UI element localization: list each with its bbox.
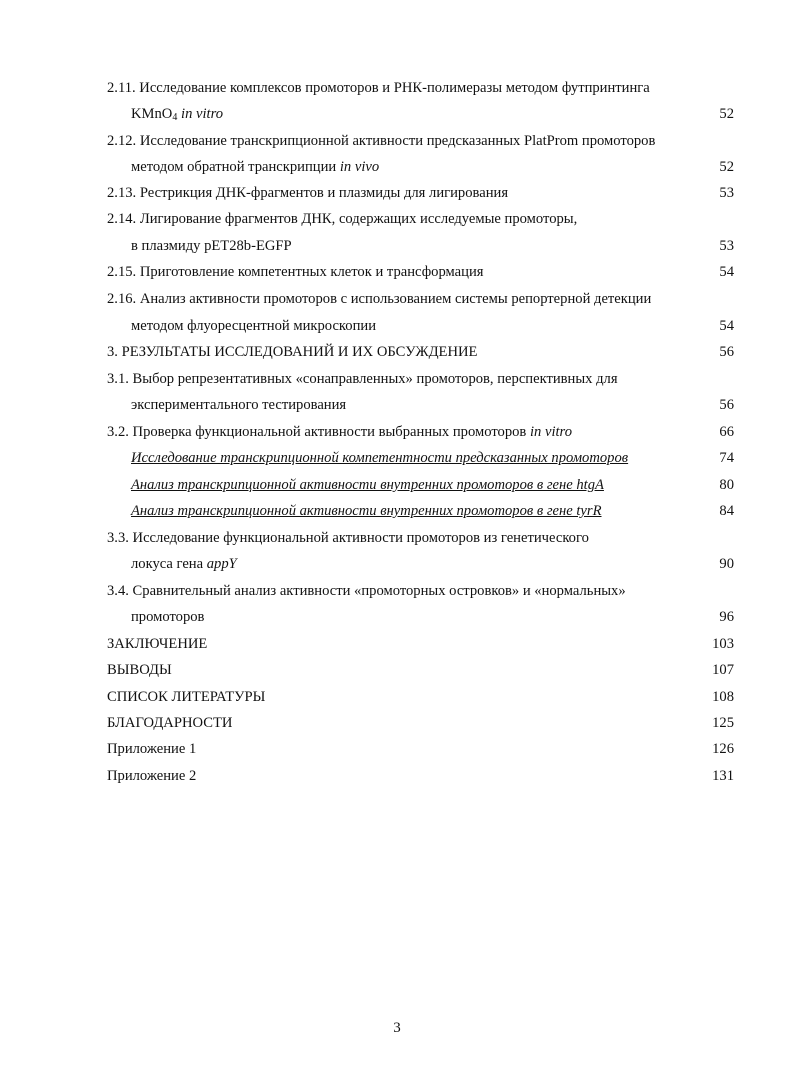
toc-entry-2-11-cont [131, 106, 223, 123]
toc-page-number: 125 [712, 715, 734, 731]
toc-entry-2-16-cont: методом флуоресцентной микроскопии [131, 318, 377, 334]
toc-entry-acknowledgements: БЛАГОДАРНОСТИ [107, 715, 233, 731]
toc-entry-conclusion: ЗАКЛЮЧЕНИЕ [107, 636, 208, 652]
toc-page-number: 52 [719, 159, 734, 175]
toc-page-number: 54 [719, 264, 734, 280]
toc-italic: in vitro [181, 106, 224, 122]
toc-entry-2-16: 2.16. Анализ активности промоторов с использованием системы репортерной детекции [107, 291, 652, 307]
toc-page-number: 66 [719, 424, 734, 440]
toc-entry-3-1-cont: экспериментального тестирования [131, 397, 347, 413]
toc-page-number: 53 [719, 185, 734, 201]
toc-page-number: 108 [712, 689, 734, 705]
toc-page-number: 74 [719, 450, 734, 466]
toc-text: 3.2. Проверка функциональной активности выбранных промоторов [107, 424, 530, 440]
page-number: 3 [393, 1020, 401, 1036]
toc-entry-3-1: 3.1. Выбор репрезентативных «сонаправленных» промоторов, перспективных для [107, 371, 618, 387]
toc-page-number: 80 [719, 477, 734, 493]
toc-entry-2-11: 2.11. Исследование комплексов промоторов и РНК-полимеразы методом футпринтинга [107, 80, 650, 96]
toc-subentry-3: Анализ транскрипционной активности внутренних промоторов в гене tyrR [131, 503, 602, 519]
toc-entry-references: СПИСОК ЛИТЕРАТУРЫ [107, 689, 266, 705]
toc-entry-3: 3. РЕЗУЛЬТАТЫ ИССЛЕДОВАНИЙ И ИХ ОБСУЖДЕНИЕ [107, 344, 478, 360]
toc-italic: appY [206, 556, 237, 572]
toc-page-number: 107 [712, 662, 734, 678]
toc-page-number: 126 [712, 741, 734, 757]
toc-page-number: 52 [719, 106, 734, 122]
toc-italic: in vitro [529, 424, 572, 440]
toc-page-number: 103 [712, 636, 734, 652]
toc-text: методом обратной транскрипции [131, 159, 340, 175]
toc-entry-appendix-1: Приложение 1 [107, 741, 197, 757]
toc-page-number: 96 [719, 609, 734, 625]
toc-entry-3-4-cont: промоторов [131, 609, 205, 625]
toc-entry-2-13: 2.13. Рестрикция ДНК-фрагментов и плазмиды для лигирования [107, 185, 509, 201]
subscript: 4 [172, 112, 178, 123]
toc-entry-3-3: 3.3. Исследование функциональной активности промоторов из генетического [107, 530, 589, 546]
toc-entry-3-2 [107, 424, 572, 441]
toc-subentry-1: Исследование транскрипционной компетентности предсказанных промоторов [131, 450, 629, 466]
toc-entry-2-12: 2.12. Исследование транскрипционной активности предсказанных PlatProm промоторов [107, 133, 656, 149]
toc-entry-2-15: 2.15. Приготовление компетентных клеток и трансформация [107, 264, 484, 280]
toc-page-number: 90 [719, 556, 734, 572]
toc-entry-3-3-cont [131, 556, 237, 573]
toc-text: локуса гена [131, 556, 207, 572]
toc-italic: in vivo [339, 159, 380, 175]
toc-entry-3-4: 3.4. Сравнительный анализ активности «промоторных островков» и «нормальных» [107, 583, 626, 599]
toc-page-number: 84 [719, 503, 734, 519]
toc-page-number: 56 [719, 397, 734, 413]
toc-page-number: 54 [719, 318, 734, 334]
toc-subentry-2: Анализ транскрипционной активности внутренних промоторов в гене htgA [131, 477, 604, 493]
toc-text: KMnO [131, 106, 173, 122]
toc-page-number: 53 [719, 238, 734, 254]
toc-entry-findings: ВЫВОДЫ [107, 662, 172, 678]
toc-entry-2-14-cont: в плазмиду pET28b-EGFP [131, 238, 292, 254]
toc-entry-2-12-cont [131, 159, 379, 176]
toc-entry-2-14: 2.14. Лигирование фрагментов ДНК, содержащих исследуемые промоторы, [107, 211, 578, 227]
toc-page-number: 131 [712, 768, 734, 784]
toc-page-number: 56 [719, 344, 734, 360]
toc-entry-appendix-2: Приложение 2 [107, 768, 197, 784]
